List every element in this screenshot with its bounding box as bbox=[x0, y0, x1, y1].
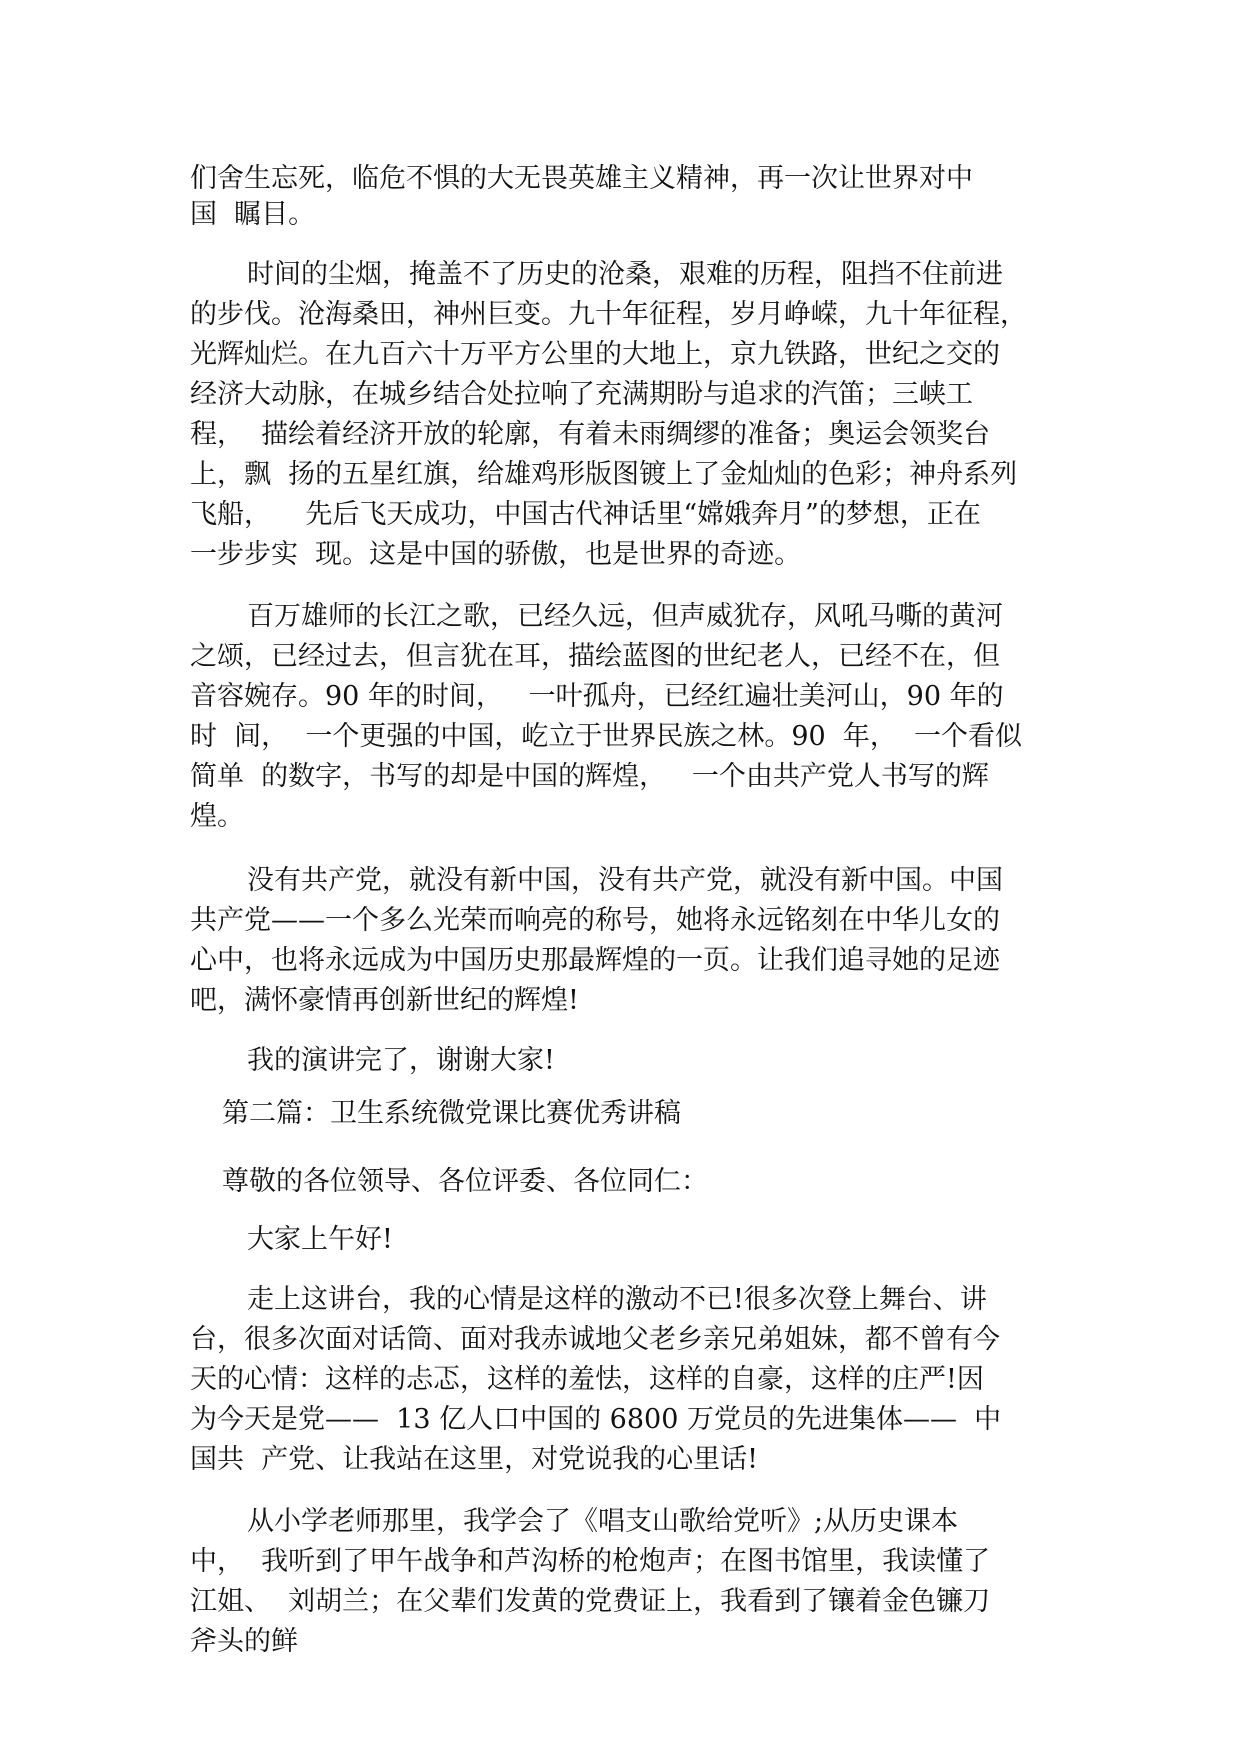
paragraph-3-line-4: 时 间， 一个更强的中国，屹立于世界民族之林。90 年， 一个看似 bbox=[190, 721, 1023, 752]
paragraph-3-line-3: 音容婉存。90 年的时间， 一叶孤舟，已经红遍壮美河山，90 年的 bbox=[190, 681, 1004, 712]
salutation: 尊敬的各位领导、各位评委、各位同仁： bbox=[222, 1166, 708, 1197]
paragraph-4-line-4: 吧，满怀豪情再创新世纪的辉煌! bbox=[190, 985, 579, 1016]
paragraph-6-line-5: 国共 产党、让我站在这里，对党说我的心里话! bbox=[190, 1444, 759, 1475]
greeting: 大家上午好! bbox=[247, 1224, 393, 1255]
paragraph-2-line-4: 经济大动脉，在城乡结合处拉响了充满期盼与追求的汽笛；三峡工 bbox=[190, 379, 973, 410]
paragraph-2-line-1: 时间的尘烟，掩盖不了历史的沧桑，艰难的历程，阻挡不住前进 bbox=[247, 259, 1003, 290]
paragraph-4-line-2: 共产党——一个多么光荣而响亮的称号，她将永远铭刻在中华儿女的 bbox=[190, 905, 1000, 936]
paragraph-7-line-1: 从小学老师那里，我学会了《唱支山歌给党听》;从历史课本 bbox=[247, 1506, 959, 1537]
paragraph-6-line-1: 走上这讲台，我的心情是这样的激动不已!很多次登上舞台、讲 bbox=[247, 1284, 987, 1315]
paragraph-7-line-4: 斧头的鲜 bbox=[190, 1626, 298, 1657]
paragraph-6-line-4: 为今天是党—— 13 亿人口中国的 6800 万党员的先进集体—— 中 bbox=[190, 1404, 1002, 1435]
section-heading: 第二篇：卫生系统微党课比赛优秀讲稿 bbox=[222, 1098, 681, 1129]
paragraph-2-line-7: 飞船， 先后飞天成功，中国古代神话里“嫦娥奔月”的梦想，正在 bbox=[190, 499, 981, 530]
paragraph-7-line-3: 江姐、 刘胡兰；在父辈们发黄的党费证上，我看到了镶着金色镰刀 bbox=[190, 1586, 991, 1617]
paragraph-3-line-1: 百万雄师的长江之歌，已经久远，但声威犹存，风吼马嘶的黄河 bbox=[247, 601, 1003, 632]
paragraph-3-line-6: 煌。 bbox=[190, 801, 244, 832]
closing-line: 我的演讲完了，谢谢大家! bbox=[247, 1045, 555, 1076]
paragraph-2-line-8: 一步步实 现。这是中国的骄傲，也是世界的奇迹。 bbox=[190, 539, 802, 570]
paragraph-6-line-3: 天的心情：这样的忐忑，这样的羞怯，这样的自豪，这样的庄严!因 bbox=[190, 1364, 984, 1395]
paragraph-2-line-5: 程， 描绘着经济开放的轮廓，有着未雨绸缪的准备；奥运会领奖台 bbox=[190, 419, 991, 450]
paragraph-4-line-1: 没有共产党，就没有新中国，没有共产党，就没有新中国。中国 bbox=[247, 865, 1003, 896]
paragraph-3-line-2: 之颂，已经过去，但言犹在耳，描绘蓝图的世纪老人，已经不在，但 bbox=[190, 641, 1000, 672]
paragraph-1-line-1: 们舍生忘死，临危不惧的大无畏英雄主义精神，再一次让世界对中 bbox=[190, 163, 973, 194]
paragraph-4-line-3: 心中，也将永远成为中国历史那最辉煌的一页。让我们追寻她的足迹 bbox=[190, 945, 1000, 976]
paragraph-2-line-2: 的步伐。沧海桑田，神州巨变。九十年征程，岁月峥嵘，九十年征程， bbox=[190, 299, 1027, 330]
paragraph-3-line-5: 简单 的数字，书写的却是中国的辉煌， 一个由共产党人书写的辉 bbox=[190, 761, 989, 792]
paragraph-2-line-6: 上，飘 扬的五星红旗，给雄鸡形版图镀上了金灿灿的色彩；神舟系列 bbox=[190, 459, 1018, 490]
paragraph-6-line-2: 台，很多次面对话筒、面对我赤诚地父老乡亲兄弟姐妹，都不曾有今 bbox=[190, 1324, 1000, 1355]
paragraph-1-line-2: 国 瞩目。 bbox=[190, 199, 316, 230]
paragraph-7-line-2: 中， 我听到了甲午战争和芦沟桥的枪炮声；在图书馆里，我读懂了 bbox=[190, 1546, 991, 1577]
paragraph-2-line-3: 光辉灿烂。在九百六十万平方公里的大地上，京九铁路，世纪之交的 bbox=[190, 339, 1000, 370]
